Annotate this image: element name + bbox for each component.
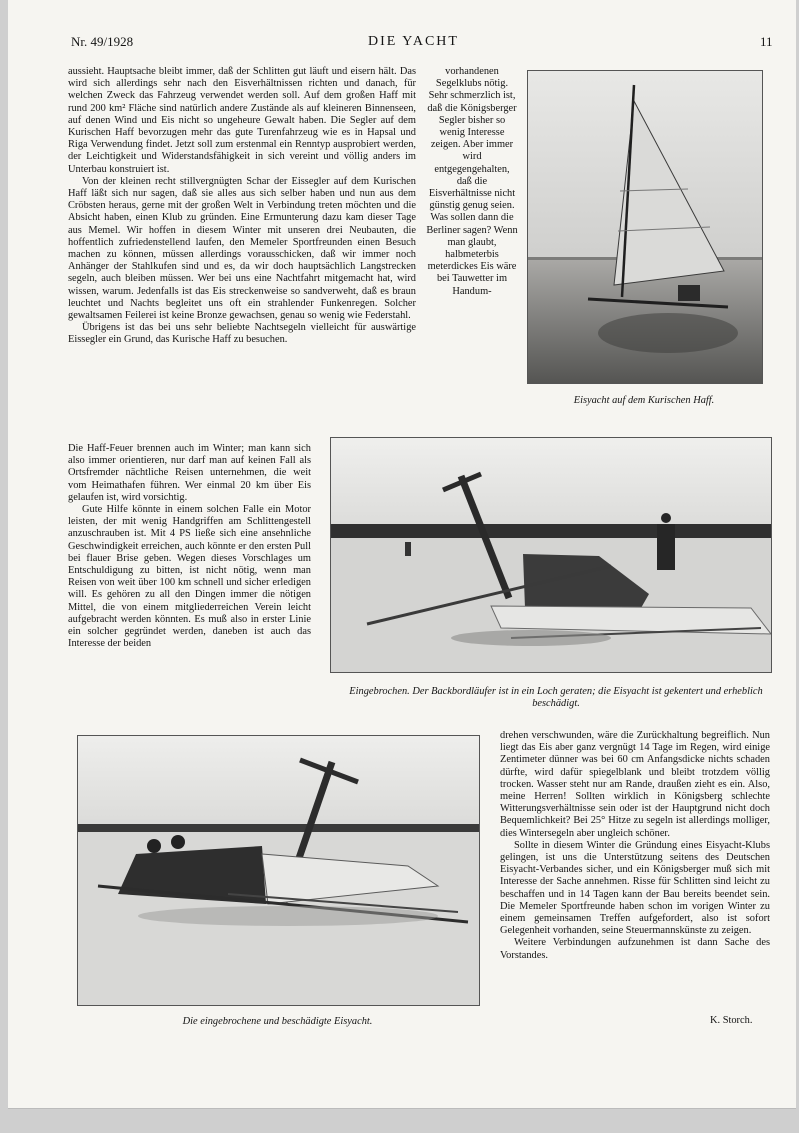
caption-photo-3: Die eingebrochene und beschädigte Eisyacht. <box>182 1016 373 1027</box>
magazine-title: DIE YACHT <box>368 34 459 49</box>
page-number: 11 <box>760 34 773 49</box>
paragraph: Weitere Verbindungen aufzunehmen ist dann Sache des Vorstandes. <box>500 937 770 961</box>
text-column-narrow <box>426 66 518 298</box>
paragraph: aussieht. Hauptsache bleibt immer, daß der Schlitten gut läuft und eisern hält. Das wird sich allerdings sehr nach den Eisverhältnissen richten und danach, für welchen Zweck das Fahrzeug verwendet werden soll. Auf dem großen Haff mit rund 200 km² Fläche sind natürlich andere Zustände als auf kleineren Binnenseen, auf denen Wind und Eis nicht so ungeheure Gewalt haben. Die Segler auf dem Kurischen Haff bevorzugen mehr das gute Turenfahrzeug wie es in Hapsal und Riga Verwendung findet. Jetzt soll zum erstenmal ein Renntyp ausprobiert werden, der Leichtigkeit und Widerstandsfähigkeit in sich vereint und völlig anders im Unterbau konstruiert ist. <box>68 66 416 175</box>
text-column-right-bottom <box>500 730 770 962</box>
text-column-left-mid <box>68 443 311 650</box>
paragraph: Die Haff-Feuer brennen auch im Winter; man kann sich also immer orientieren, nur darf man auf keinen Fall als Ortsfremder nächtliche Reisen unternehmen, die weit vom Heimathafen führen. Wer einmal 20 km über Eis gelaufen ist, wird vorsichtig. <box>68 443 311 503</box>
magazine-page <box>8 0 796 1108</box>
caption-photo-1: Eisyacht auf dem Kurischen Haff. <box>573 395 715 406</box>
paragraph: Übrigens ist das bei uns sehr beliebte Nachtsegeln vielleicht für auswärtige Eissegler ein Grund, das Kurische Haff zu besuchen. <box>68 322 416 346</box>
issue-number: Nr. 49/1928 <box>71 34 134 49</box>
photo-broken-ice-yacht <box>330 437 772 673</box>
author-signature: K. Storch. <box>710 1015 753 1026</box>
paragraph: Gute Hilfe könnte in einem solchen Falle ein Motor leisten, der mit wenig Handgriffen am Schlittengestell anzuschrauben ist. Mit 4 PS ließe sich eine ansehnliche Geschwindigkeit erreichen, auch könnte er den ersten Pull bei flauer Brise geben. Wegen dieses Vorschlages um Entschuldigung zu bitten, ist nicht nötig, wenn man Reisen von weit über 100 km schnell und sicher erledigen will. Es gehören zu all den Dingen immer die nötigen Mittel, die von einem mitgliederreichen Verein leicht aufgebracht werden könnten. Es muß also in erster Linie ein solcher gegründet werden, daneben ist auch das Interesse der beiden <box>68 504 311 650</box>
caption-photo-2: Eingebrochen. Der Backbordläufer ist in ein Loch geraten; die Eisyacht ist gekentert und erheblich beschädigt. <box>349 686 763 709</box>
photo-image <box>528 71 762 383</box>
paragraph: Von der kleinen recht stillvergnügten Schar der Eissegler auf dem Kurischen Haff läßt sich nur sagen, daß sie alles aus sich selber haben und nun aus dem Cröbsten heraus, gerne mit der großen Welt in Verbindung treten möchten und die Absicht haben, einen Klub zu gründen. Eine Ermunterung dazu kam dieser Tage aus Memel. Wir hoffen in diesem Winter mit unseren drei Neubauten, die hoffentlich zufriedenstellend laufen, den Memeler Sportfreunden einen Besuch machen zu können, müssen allerdings vorausschicken, daß wir immer noch Anhänger der Stahlkufen sind und es, da wir doch hauptsächlich Langstrecken segeln, auch bleiben müssen. Wer bei uns eine Nachtfahrt mitgemacht hat, wird wissen, warum. Jedenfalls ist das Eis streckenweise so sandverweht, daß es braun leuchtet und Nachts begleitet uns oft ein strahlender Funkenregen. Solcher gewaltsamen Feilerei ist keine Bronze gewachsen, genau so wenig wie Federstahl. <box>68 175 416 322</box>
paragraph: drehen verschwunden, wäre die Zurückhaltung begreiflich. Nun liegt das Eis aber ganz vergnügt 14 Tage im Regen, wird einige Zentimeter dünner was bei 60 cm Anfangsdicke nichts schaden dürfte, wird dafür spiegelblank und bleibt trotzdem völlig trocken. Wasser steht nur am Rande, draußen zieht es ein. Also, meine Herren! Sollten wirklich in Königsberg schlechte Witterungsverhältnisse sein oder ist der Hauptgrund nicht doch Bequemlichkeit? Bei 25° Hitze zu segeln ist allerdings molliger, dies Wintersegeln aber ungleich schöner. <box>500 730 770 839</box>
text-column-left-top <box>68 66 416 347</box>
photo-image <box>331 438 771 672</box>
photo-ice-yacht-sailing <box>527 70 763 384</box>
photo-damaged-ice-yacht <box>77 735 480 1006</box>
paragraph: Sollte in diesem Winter die Gründung eines Eisyacht-Klubs gelingen, ist uns die Unterstützung seitens des Deutschen Eisyacht-Verbandes sicher, und ein Königsberger muß sich mit Interesse der Sache annehmen. Risse für Schlitten sind leicht zu beschaffen und in 14 Tagen kann der Bau bereits beendet sein. Die Memeler Sportfreunde haben schon im vorigen Winter zu einem gemeinsamen Treffen aufgefordert, also ist sofort Gelegenheit vorhanden, seine Steuermannskünste zu zeigen. <box>500 839 770 937</box>
photo-image <box>78 736 479 1005</box>
paragraph: vorhandenen Segelklubs nötig. Sehr schmerzlich ist, daß die Königsberger Segler bisher so wenig Interesse zeigen. Aber immer wird entgegengehalten, daß die Eisverhältnisse nicht günstig genug seien. Was sollen dann die Berliner sagen? Wenn man glaubt, halbmeterbis meterdickes Eis wäre bei Tauwetter im Handum- <box>426 66 518 297</box>
